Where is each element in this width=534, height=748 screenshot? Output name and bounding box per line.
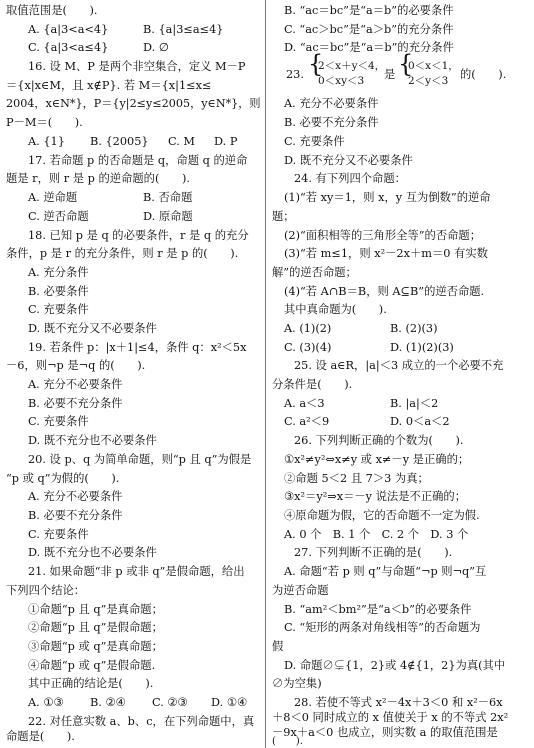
- statement-4: ④原命题为假，它的否命题不一定为假.: [284, 509, 480, 522]
- option-q23-a: A. 充分不必要条件: [284, 97, 379, 110]
- option-q20-c: C. 充要条件: [28, 528, 89, 541]
- question-23-number: 23.: [286, 68, 304, 81]
- statement-1: ①x²≠y²⇔x≠y 或 x≠－y 是正确的；: [284, 453, 470, 466]
- text-line: 题；: [272, 210, 295, 223]
- option-q24-d: D. (1)(2)(3): [390, 341, 454, 354]
- question-23-tail: 的( ).: [460, 68, 507, 81]
- question-25: 25. 设 a∈R，|a|＜3 成立的一个必要不充: [294, 359, 504, 372]
- option-q24-b: B. (2)(3): [390, 322, 438, 335]
- option-q27-b: B. “am²＜bm²”是“a＜b”的必要条件: [284, 603, 472, 616]
- option-q23-c: C. 充要条件: [284, 135, 345, 148]
- question-28: 28. 若使不等式 x²－4x＋3＜0 和 x²－6x: [294, 696, 503, 709]
- option-q20-b: B. 必要不充分条件: [28, 509, 123, 522]
- text-line: 命题是( ).: [6, 730, 75, 743]
- text-line: 下列四个结论：: [6, 584, 86, 597]
- inequality: 2＜x＋y＜4，: [318, 60, 386, 72]
- proposition-3: (3)“若 m≤1，则 x²－2x＋m＝0 有实数: [284, 247, 488, 260]
- text-line: 2004，x∈N*}，P＝{y|2≤y≤2005，y∈N*}，则: [6, 97, 261, 110]
- question-17: 17. 若命题 p 的否命题是 q，命题 q 的逆命: [28, 154, 248, 167]
- text-line: 条件，p 是 r 的充分条件，则 r 是 p 的( ).: [6, 247, 239, 260]
- options-q26: A. 0 个 B. 1 个 C. 2 个 D. 3 个: [284, 528, 469, 541]
- option-q25-d: D. 0＜a＜2: [390, 415, 450, 428]
- text-line: 题是 r，则 r 是 p 的逆命题的( ).: [6, 172, 190, 185]
- option-q25-c: C. a²＜9: [284, 415, 330, 428]
- text-line: 假: [272, 640, 284, 653]
- option-q27-a: A. 命题“若 p 则 q”与命题“¬p 则¬q”互: [284, 565, 487, 578]
- option-q17-b: B. 否命题: [143, 191, 193, 204]
- option-q19-b: B. 必要不充分条件: [28, 397, 123, 410]
- text-line: ＝{x|x∈M，且 x∉P}. 若 M＝{x|1≤x≤: [6, 79, 212, 92]
- option-q18-c: C. 充要条件: [28, 303, 89, 316]
- statement-3: ③x²＝y²⇒x＝－y 说法是不正确的；: [284, 490, 467, 503]
- option-q17-d: D. 原命题: [143, 210, 193, 223]
- text-line: 解”的逆否命题；: [272, 266, 357, 279]
- question-27: 27. 下列判断不正确的是( ).: [294, 546, 453, 559]
- statement-4: ④命题“p 或 q”是假命题.: [28, 659, 156, 672]
- statement-2: ②命题“p 且 q”是假命题；: [28, 621, 163, 634]
- text-line: －6，则¬p 是¬q 的( ).: [6, 359, 146, 372]
- option-q16-a: A. {1}: [28, 135, 65, 148]
- option-q25-a: A. a＜3: [284, 397, 325, 410]
- option-q20-a: A. 充分不必要条件: [28, 490, 123, 503]
- text-line: ＋8＜0 同时成立的 x 值使关于 x 的不等式 2x²: [272, 711, 509, 724]
- option-q21-c: C. ②③: [152, 696, 188, 709]
- text-line: 分条件是( ).: [272, 378, 353, 391]
- column-divider: [265, 0, 266, 748]
- option-q18-a: A. 充分条件: [28, 266, 89, 279]
- brace-icon: {: [308, 50, 324, 78]
- statement-3: ③命题“p 或 q”是真命题；: [28, 640, 163, 653]
- option-q22-b: B. “ac＝bc”是“a＝b”的必要条件: [284, 4, 454, 17]
- question-23-connector: 是: [384, 68, 396, 81]
- question-20: 20. 设 p、q 为简单命题，则“p 且 q”为假是: [28, 453, 252, 466]
- option-q15-d: D. ∅: [143, 41, 169, 54]
- question-24: 24. 有下列四个命题：: [294, 172, 406, 185]
- text-line: 其中正确的结论是( ).: [28, 677, 154, 690]
- option-q16-b: B. {2005}: [90, 135, 149, 148]
- inequality: 0＜xy＜3: [318, 75, 365, 87]
- text-line: －9x＋a＜0 也成立，则实数 a 的取值范围是: [272, 726, 498, 739]
- question-26: 26. 下列判断正确的个数为( ).: [294, 434, 464, 447]
- option-q16-c: C. M: [168, 135, 195, 148]
- option-q17-a: A. 逆命题: [28, 191, 78, 204]
- option-q22-c: C. “ac＞bc”是“a＞b”的充分条件: [284, 23, 454, 36]
- option-q27-c: C. “矩形的两条对角线相等”的否命题为: [284, 621, 481, 634]
- option-q27-d: D. 命题∅⊊{1，2}或 4∉{1，2}为真(其中: [284, 659, 506, 672]
- option-q22-d: D. “ac＝bc”是“a＝b”的充分条件: [284, 41, 454, 54]
- proposition-4: (4)“若 A∩B＝B，则 A⊆B”的逆否命题.: [284, 285, 485, 298]
- option-q20-d: D. 既不充分也不必要条件: [28, 546, 157, 559]
- option-q16-d: D. P: [214, 135, 238, 148]
- option-q18-d: D. 既不充分又不必要条件: [28, 322, 157, 335]
- option-q21-b: B. ②④: [90, 696, 126, 709]
- text-line: “p 或 q”为假的( ).: [6, 472, 120, 485]
- text-line: P－M＝( ).: [6, 116, 83, 129]
- inequality-system-a: [308, 50, 388, 90]
- option-q19-c: C. 充要条件: [28, 415, 89, 428]
- option-q15-a: A. {a|3<a<4}: [28, 23, 109, 36]
- text-line: 其中真命题为( ).: [284, 303, 387, 316]
- statement-1: ①命题“p 且 q”是真命题；: [28, 603, 163, 616]
- option-q15-b: B. {a|3≤a≤4}: [143, 23, 224, 36]
- option-q24-c: C. (3)(4): [284, 341, 332, 354]
- proposition-1: (1)“若 xy＝1，则 x，y 互为倒数”的逆命: [284, 191, 491, 204]
- inequality-system-b: [398, 50, 468, 90]
- question-18: 18. 已知 p 是 q 的必要条件，r 是 q 的充分: [28, 229, 249, 242]
- option-q21-a: A. ①③: [28, 696, 64, 709]
- option-q18-b: B. 必要条件: [28, 285, 89, 298]
- inequality: 2＜y＜3: [408, 75, 449, 87]
- proposition-2: (2)“面积相等的三角形全等”的否命题；: [284, 229, 482, 242]
- option-q23-d: D. 既不充分又不必要条件: [284, 154, 413, 167]
- inequality: 0＜x＜1，: [408, 60, 459, 72]
- question-16: 16. 设 M、P 是两个非空集合，定义 M－P: [28, 60, 246, 73]
- text-line: 为逆否命题: [272, 584, 329, 597]
- option-q23-b: B. 必要不充分条件: [284, 116, 379, 129]
- question-21: 21. 如果命题“非 p 或非 q”是假命题，给出: [28, 565, 245, 578]
- option-q24-a: A. (1)(2): [284, 322, 332, 335]
- question-22: 22. 对任意实数 a、b、c，在下列命题中，真: [28, 715, 255, 728]
- question-19: 19. 若条件 p：|x＋1|≤4，条件 q：x²＜5x: [28, 341, 247, 354]
- option-q21-d: D. ①④: [211, 696, 248, 709]
- option-q15-c: C. {a|3<a≤4}: [28, 41, 109, 54]
- text-line: 取值范围是( ).: [6, 4, 98, 17]
- option-q25-b: B. |a|＜2: [390, 397, 439, 410]
- text-line: ∅为空集): [272, 677, 322, 690]
- option-q19-d: D. 既不充分也不必要条件: [28, 434, 157, 447]
- option-q17-c: C. 逆否命题: [28, 210, 89, 223]
- statement-2: ②命题 5＜2 且 7＞3 为真；: [284, 472, 429, 485]
- text-line: ( ).: [272, 736, 303, 747]
- option-q19-a: A. 充分不必要条件: [28, 378, 123, 391]
- brace-icon: {: [398, 50, 414, 78]
